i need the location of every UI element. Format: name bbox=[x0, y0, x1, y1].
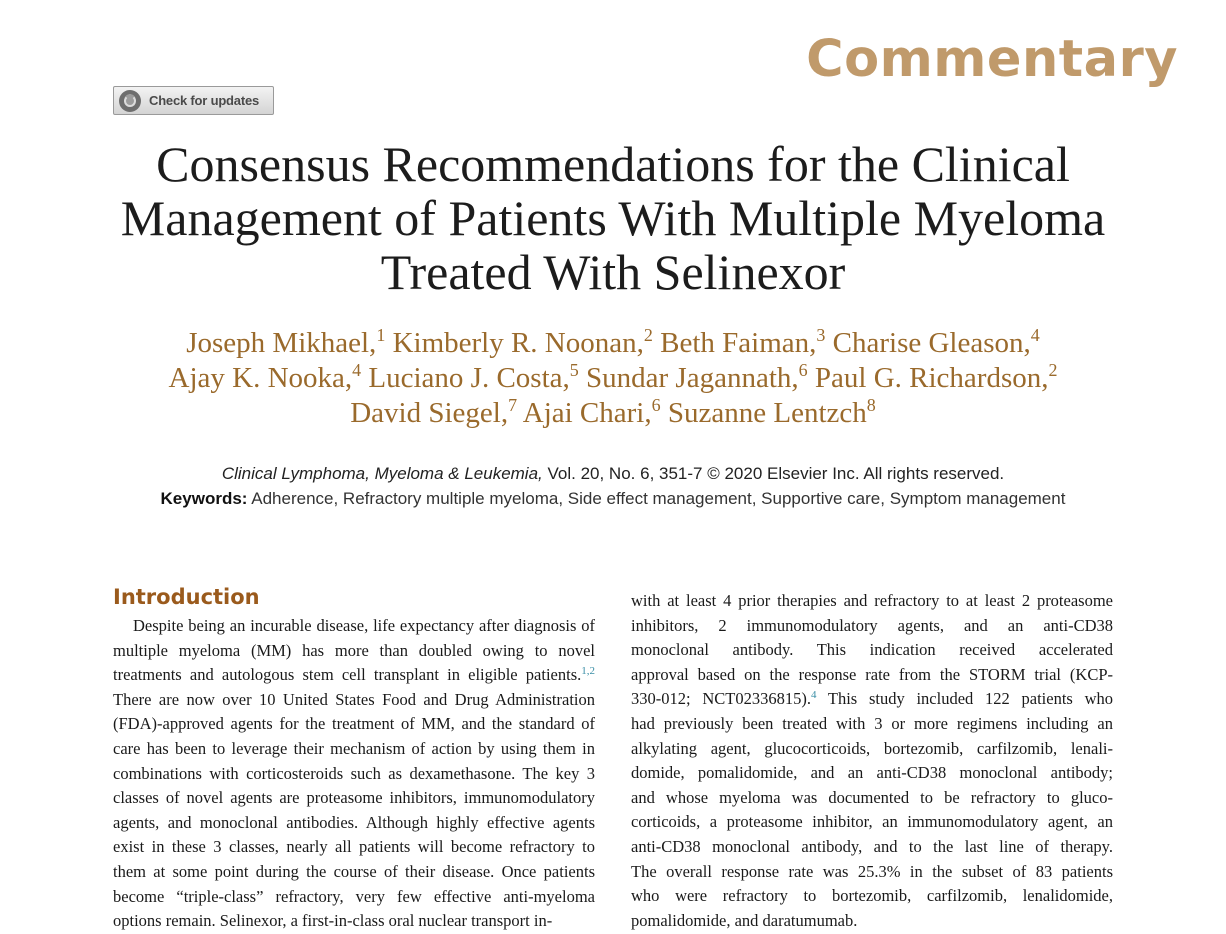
affiliation-marker: 1 bbox=[376, 325, 386, 345]
check-for-updates-button[interactable] bbox=[113, 86, 274, 115]
text-line: corticoids, a proteasome inhibitor, an immunomodulatory agent, an bbox=[631, 812, 1113, 832]
author-name: Luciano J. Costa, bbox=[368, 362, 570, 394]
text-line: care has been to leverage their mechanism of action by using them in bbox=[113, 738, 595, 758]
section-label: Commentary bbox=[806, 30, 1178, 89]
author-name: Paul G. Richardson, bbox=[814, 362, 1049, 394]
citation-details: Vol. 20, No. 6, 351-7 © 2020 Elsevier Inc. All rights reserved. bbox=[547, 464, 1005, 483]
affiliation-marker: 2 bbox=[1048, 360, 1058, 380]
text-line: approval based on the response rate from the STORM trial (KCP- bbox=[631, 664, 1113, 684]
text-line: alkylating agent, glucocorticoids, bortezomib, carfilzomib, lenali- bbox=[631, 738, 1113, 758]
keywords-label: Keywords: bbox=[160, 489, 248, 508]
keywords-text: Adherence, Refractory multiple myeloma, Side effect management, Supportive care, Symptom management bbox=[251, 489, 1066, 508]
author-name: Sundar Jagannath, bbox=[586, 362, 799, 394]
author-name: Ajai Chari, bbox=[522, 397, 652, 429]
journal-name: Clinical Lymphoma, Myeloma & Leukemia, bbox=[221, 464, 543, 483]
text-line: agents, and monoclonal antibodies. Although highly effective agents bbox=[113, 812, 595, 832]
body-column-left bbox=[113, 614, 595, 934]
text-line: them at some point during the course of their disease. Once patients bbox=[113, 861, 595, 881]
text-line: options remain. Selinexor, a first-in-class oral nuclear transport in- bbox=[113, 911, 553, 931]
text-line: There are now over 10 United States Food and Drug Administration bbox=[113, 689, 595, 709]
text-line: monoclonal antibody. This indication received accelerated bbox=[631, 640, 1113, 660]
check-for-updates-label: Check for updates bbox=[149, 93, 260, 108]
text-line: 330-012; NCT02336815).$^4$ This study included 122 patients who bbox=[631, 689, 1113, 709]
affiliation-marker: 3 bbox=[816, 325, 826, 345]
affiliation-marker: 4 bbox=[1030, 325, 1040, 345]
author-line bbox=[60, 326, 1166, 361]
title-line: Consensus Recommendations for the Clinical bbox=[156, 136, 1070, 192]
text-line: domide, pomalidomide, and an anti-CD38 monoclonal antibody; bbox=[631, 763, 1113, 783]
author-name: Ajay K. Nooka, bbox=[168, 362, 353, 394]
text-line: who were refractory to bortezomib, carfilzomib, lenalidomide, bbox=[631, 886, 1113, 906]
text-line: The overall response rate was 25.3% in the subset of 83 patients bbox=[631, 861, 1113, 881]
text-line: classes of novel agents are proteasome inhibitors, immunomodulatory bbox=[113, 788, 595, 808]
affiliation-marker: 6 bbox=[651, 395, 661, 415]
author-name: Suzanne Lentzch bbox=[667, 397, 867, 429]
citation-line bbox=[60, 463, 1166, 485]
text-line: anti-CD38 monoclonal antibody, and to the last line of therapy. bbox=[631, 836, 1113, 856]
text-line: Despite being an incurable disease, life expectancy after diagnosis of bbox=[133, 616, 595, 635]
author-name: Charise Gleason, bbox=[832, 327, 1031, 359]
author-name: Joseph Mikhael, bbox=[186, 327, 377, 359]
author-list bbox=[60, 326, 1166, 431]
text-line: become “triple-class” refractory, very few effective anti-myeloma bbox=[113, 886, 595, 906]
affiliation-marker: 6 bbox=[798, 360, 808, 380]
affiliation-marker: 2 bbox=[643, 325, 653, 345]
text-line: inhibitors, 2 immunomodulatory agents, and an anti-CD38 bbox=[631, 615, 1113, 635]
text-line: (FDA)-approved agents for the treatment of MM, and the standard of bbox=[113, 714, 595, 734]
text-line: treatments and autologous stem cell transplant in eligible patients.$^{1,2}$ bbox=[113, 665, 595, 685]
author-name: Kimberly R. Noonan, bbox=[392, 327, 644, 359]
text-line: combinations with corticosteroids such as dexamethasone. The key 3 bbox=[113, 763, 595, 783]
reference-link[interactable]: 4 bbox=[810, 689, 817, 702]
text-line: with at least 4 prior therapies and refractory to at least 2 proteasome bbox=[631, 591, 1113, 610]
affiliation-marker: 4 bbox=[352, 360, 362, 380]
author-name: David Siegel, bbox=[350, 397, 509, 429]
affiliation-marker: 7 bbox=[508, 395, 518, 415]
affiliation-marker: 5 bbox=[569, 360, 579, 380]
crossmark-icon bbox=[119, 90, 141, 112]
introduction-heading: Introduction bbox=[113, 585, 260, 609]
text-line: and whose myeloma was documented to be refractory to gluco- bbox=[631, 787, 1113, 807]
article-title bbox=[60, 137, 1166, 299]
author-line bbox=[60, 396, 1166, 431]
text-line: exist in these 3 classes, nearly all patients will become refractory to bbox=[113, 837, 595, 857]
affiliation-marker: 8 bbox=[866, 395, 876, 415]
text-line: had previously been treated with 3 or more regimens including an bbox=[631, 713, 1113, 733]
author-line bbox=[60, 361, 1166, 396]
title-line: Treated With Selinexor bbox=[380, 244, 846, 300]
author-name: Beth Faiman, bbox=[660, 327, 817, 359]
body-column-right bbox=[631, 589, 1113, 933]
text-line: pomalidomide, and daratumumab. bbox=[631, 910, 858, 930]
title-line: Management of Patients With Multiple Myeloma bbox=[120, 190, 1106, 246]
reference-link[interactable]: 1,2 bbox=[581, 665, 595, 678]
text-line: multiple myeloma (MM) has more than doubled owing to novel bbox=[113, 640, 595, 660]
keywords-line bbox=[60, 488, 1166, 510]
